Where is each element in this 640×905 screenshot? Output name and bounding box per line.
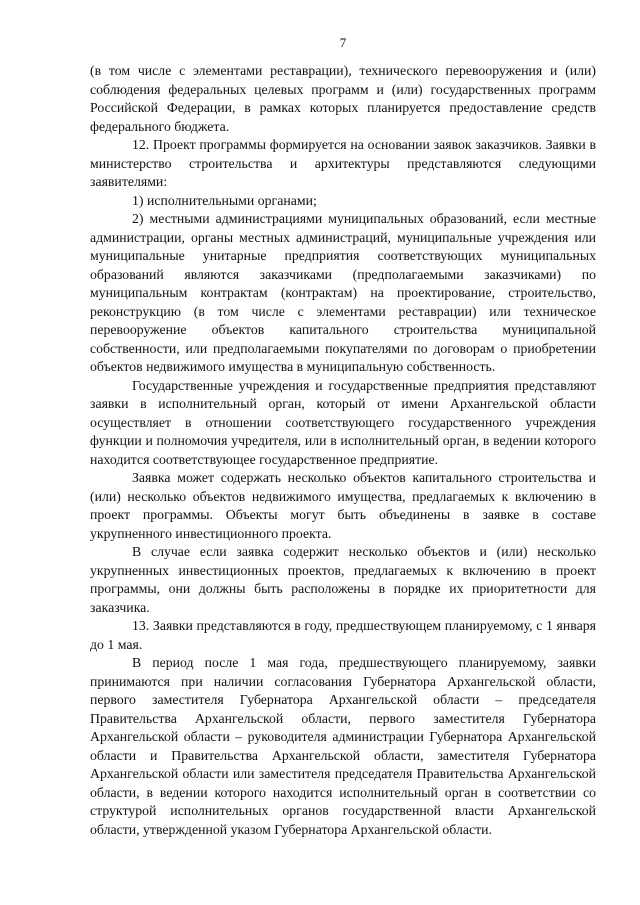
paragraph: В период после 1 мая года, предшествующего планируемому, заявки принимаются при наличии согласования Губернатора Архангельской области, первого заместителя Губернатора Архангельской области – председателя Правительства Архангельской области, первого заместителя Губернатора Архангельской области – руководителя администрации Губернатора Архангельской области и Правительства Архангельской области, заместителя Губернатора Архангельской области или заместителя председателя Правительства Архангельской области, в ведении которого находится исполнительный орган в соответствии со структурой исполнительных органов государственной власти Архангельской области, утвержденной указом Губернатора Архангельской области.: [90, 655, 596, 837]
paragraph: (в том числе с элементами реставрации), технического перевооружения и (или) соблюдения федеральных целевых программ и (или) государственных программ Российской Федерации, в рамках которых планируется предоставление средств федерального бюджета.: [90, 63, 596, 134]
document-body: [90, 62, 596, 839]
page-number: 7: [339, 35, 347, 50]
paragraph: Государственные учреждения и государственные предприятия представляют заявки в исполнительный орган, который от имени Архангельской области осуществляет в отношении соответствующего государственного учреждения функции и полномочия учредителя, или в исполнительный орган, в ведении которого находится соответствующее государственное предприятие.: [90, 377, 596, 467]
paragraph: 12. Проект программы формируется на основании заявок заказчиков. Заявки в министерство строительства и архитектуры представляются следующими заявителями:: [90, 137, 596, 189]
paragraph: 13. Заявки представляются в году, предшествующем планируемому, с 1 января до 1 мая.: [90, 618, 596, 652]
paragraph: 2) местными администрациями муниципальных образований, если местные администрации, органы местных администраций, муниципальные учреждения или муниципальные унитарные предприятия соответствующих муниципальных образований являются заказчиками (предполагаемыми заказчиками) по муниципальным контрактам (контрактам) на проектирование, строительство, реконструкцию (в том числе с элементами реставрации) или техническое перевооружение объектов капитального строительства муниципальной собственности, или предполагаемыми покупателями по договорам о приобретении объектов недвижимого имущества в муниципальную собственность.: [90, 211, 596, 374]
paragraph: 1) исполнительными органами;: [132, 192, 317, 208]
paragraph: Заявка может содержать несколько объектов капитального строительства и (или) несколько объектов недвижимого имущества, предлагаемых к включению в проект программы. Объекты могут быть объединены в заявке в составе укрупненного инвестиционного проекта.: [90, 470, 596, 541]
paragraph: В случае если заявка содержит несколько объектов и (или) несколько укрупненных инвестиционных проектов, предлагаемых к включению в проект программы, они должны быть расположены в порядке их приоритетности для заказчика.: [90, 544, 596, 615]
